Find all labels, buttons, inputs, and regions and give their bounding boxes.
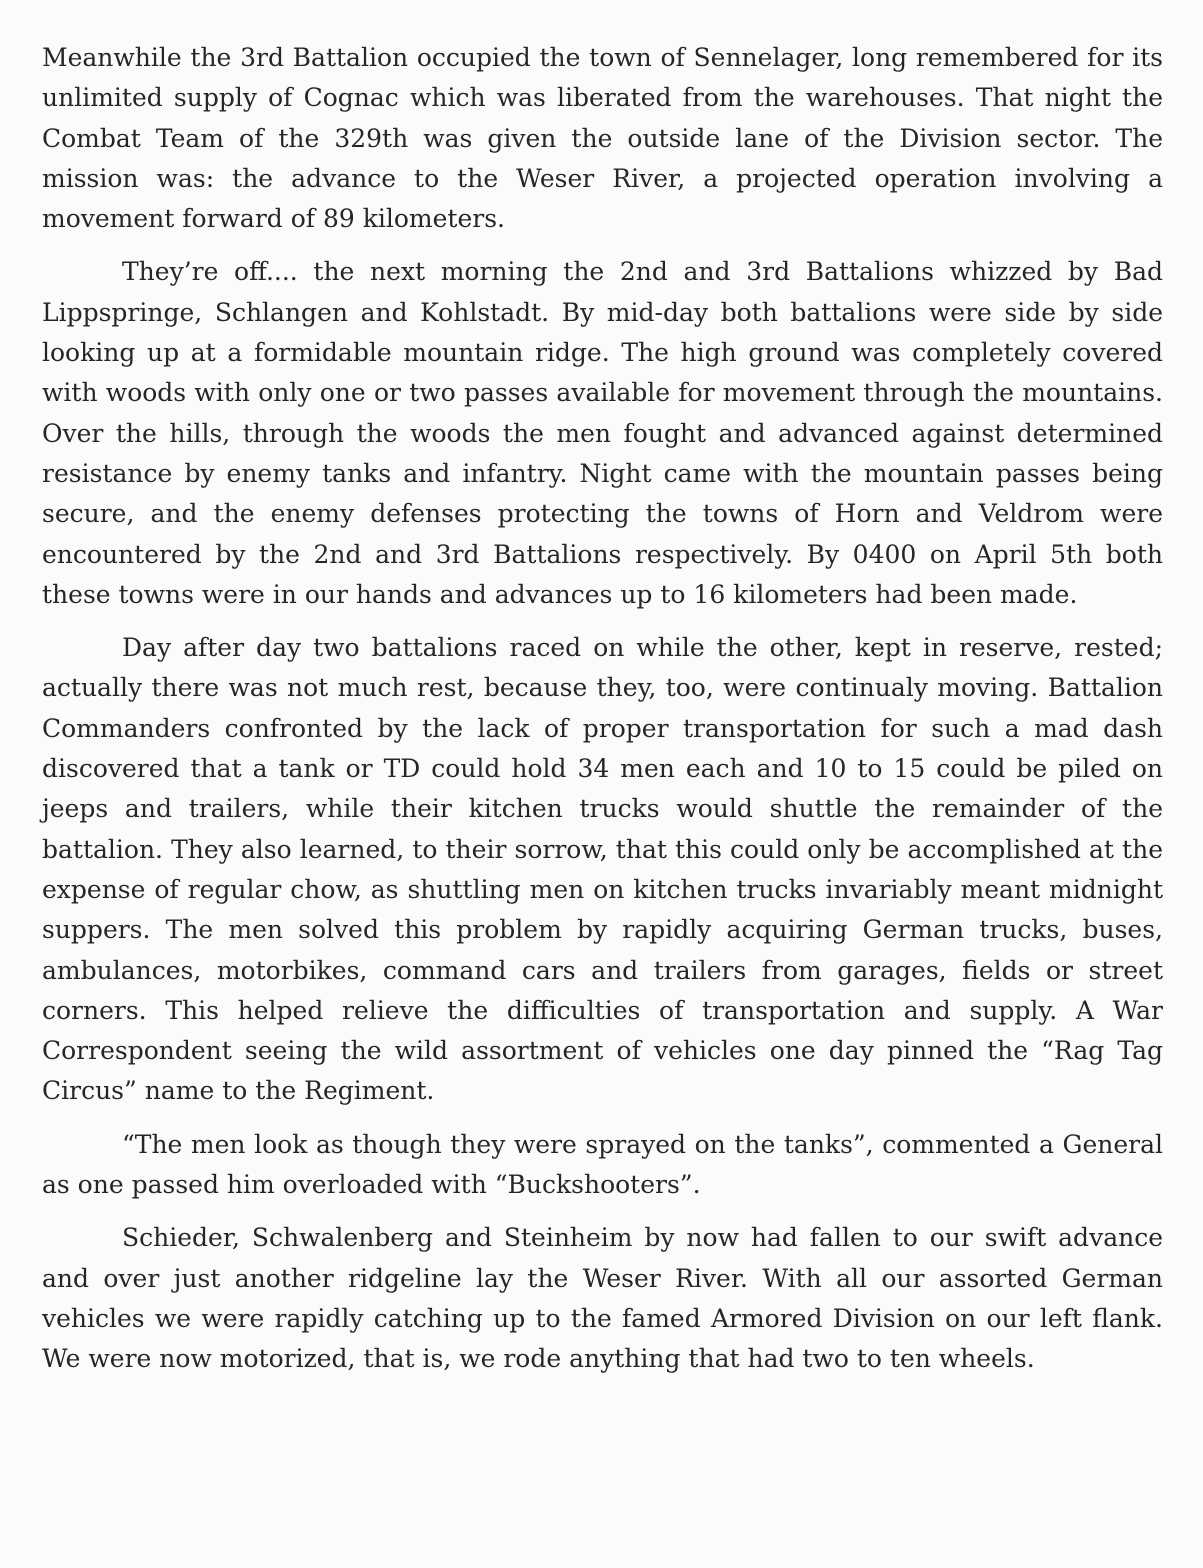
paragraph-general-quote: “The men look as though they were sprayed on the tanks”, commented a General as one passed him overloaded with “Buckshooters”.: [42, 1129, 1163, 1200]
paragraph-day-after-day: Day after day two battalions raced on while the other, kept in reserve, rested; actually there was not much rest, because they, too, were continualy moving. Battalion Commanders confronted by the lack of proper transportation for such a mad dash discovered that a tank or TD could hold 34 men each and 10 to 15 could be piled on jeeps and trailers, while their kitchen trucks would shuttle the remainder of the battalion. They also learned, to their sorrow, that this could only be accomplished at the expense of regular chow, as shuttling men on kitchen trucks invariably meant midnight suppers. The men solved this problem by rapidly acquiring German trucks, buses, ambulances, motorbikes, command cars and trailers from garages, fields or street corners. This helped relieve the difficulties of transportation and supply. A War Correspondent seeing the wild assortment of vehicles one day pinned the “Rag Tag Circus” name to the Regiment.: [42, 633, 1163, 1106]
paragraph-sennelager: Meanwhile the 3rd Battalion occupied the town of Sennelager, long remembered for its unlimited supply of Cognac which was liberated from the warehouses. That night the Combat Team of the 329th was given the outside lane of the Division sector. The mission was: the advance to the Weser River, a projected operation involving a movement forward of 89 kilometers.: [42, 43, 1163, 234]
paragraph-theyre-off: They’re off.... the next morning the 2nd and 3rd Battalions whizzed by Bad Lippspringe, Schlangen and Kohlstadt. By mid-day both battalions were side by side looking up at a formidable mountain ridge. The high ground was completely covered with woods with only one or two passes available for movement through the mountains. Over the hills, through the woods the men fought and advanced against determined resistance by enemy tanks and infantry. Night came with the mountain passes being secure, and the enemy defenses protecting the towns of Horn and Veldrom were encountered by the 2nd and 3rd Battalions respectively. By 0400 on April 5th both these towns were in our hands and advances up to 16 kilometers had been made.: [42, 257, 1163, 609]
paragraph-weser-river: Schieder, Schwalenberg and Steinheim by now had fallen to our swift advance and over just another ridgeline lay the Weser River. With all our assorted German vehicles we were rapidly catching up to the famed Armored Division on our left flank. We were now motorized, that is, we rode anything that had two to ten wheels.: [42, 1223, 1163, 1374]
